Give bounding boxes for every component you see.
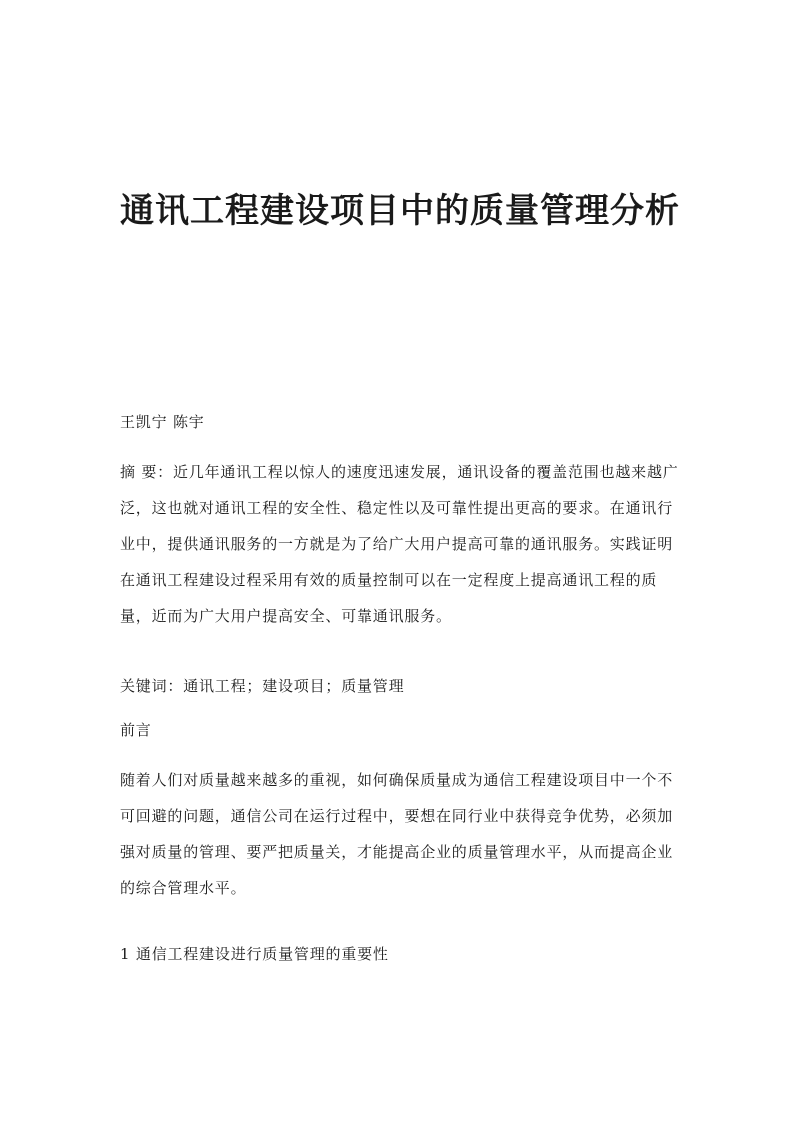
abstract-label: 摘 要： (120, 463, 173, 481)
keywords-line (120, 674, 680, 698)
abstract-text: 近几年通讯工程以惊人的速度迅速发展，通讯设备的覆盖范围也越来越广泛，这也就对通讯工程的安全性、稳定性以及可靠性提出更高的要求。在通讯行业中，提供通讯服务的一方就是为了给广大用户提高可靠的通讯服务。实践证明在通讯工程建设过程采用有效的质量控制可以在一定程度上提高通讯工程的质量，近而为广大用户提高安全、可靠通讯服务。 (120, 463, 679, 625)
keywords-label: 关键词： (120, 677, 184, 695)
keywords-text: 通讯工程；建设项目；质量管理 (183, 677, 405, 695)
document-title: 通讯工程建设项目中的质量管理分析 (120, 191, 680, 231)
paragraph-1: 随着人们对质量越来越多的重视，如何确保质量成为通信工程建设项目中一个不可回避的问题，通信公司在运行过程中，要想在同行业中获得竞争优势，必须加强对质量的管理、要严把质量关，才能提高企业的质量管理水平，从而提高企业的综合管理水平。 (120, 771, 674, 897)
abstract-paragraph (120, 454, 680, 634)
authors-line: 王凯宁 陈宇 (120, 413, 205, 431)
section-1-heading: 1 通信工程建设进行质量管理的重要性 (120, 945, 389, 963)
preface-heading: 前言 (120, 721, 152, 739)
